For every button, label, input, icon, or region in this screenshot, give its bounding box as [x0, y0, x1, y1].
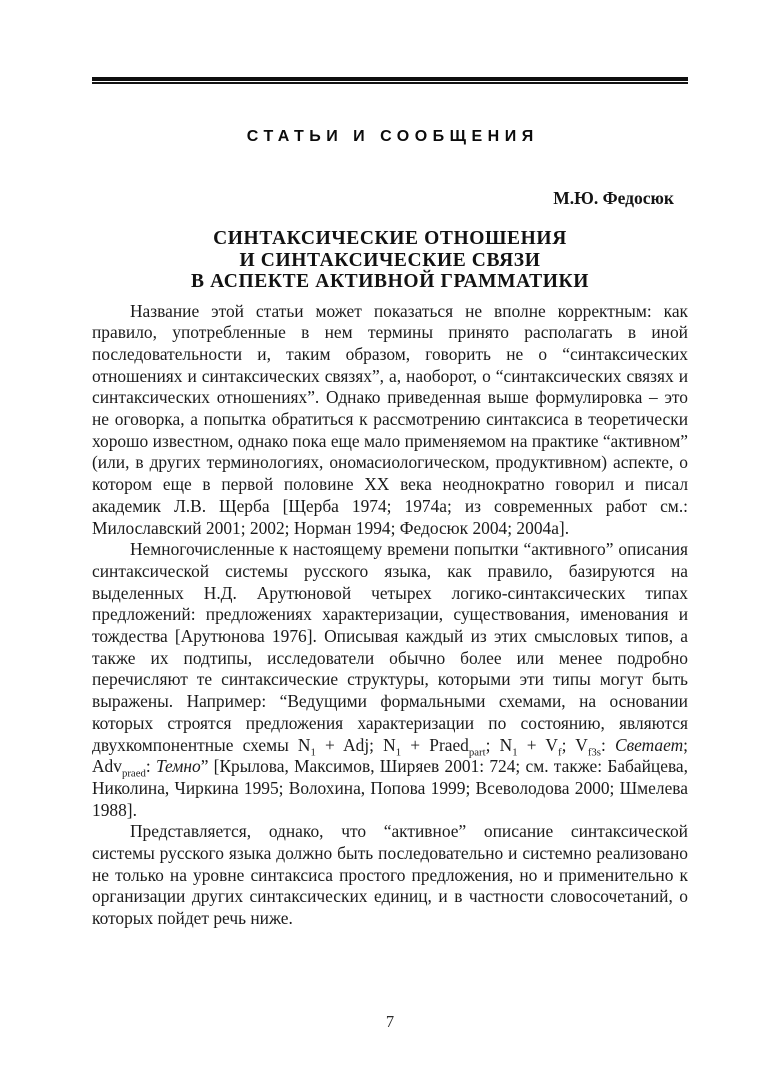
title-line-2: И СИНТАКСИЧЕСКИЕ СВЯЗИ	[239, 249, 541, 271]
article-body	[92, 301, 688, 930]
paragraph-1: Название этой статьи может показаться не вполне корректным: как правило, употребленные в нем термины принято располагать в иной последовательности и, таким образом, говорить не о “синтаксических отношениях и синтаксических связях”, а, наоборот, о “синтаксических связях и синтаксических отношениях”. Однако приведенная выше формулировка – это не оговорка, а попытка обратиться к рассмотрению синтаксиса в теоретически хорошо известном, однако пока еще мало применяемом на практике “активном” (или, в других терминологиях, ономасиологическом, продуктивном) аспекте, о котором еще в первой половине XX века неоднократно говорил и писал академик Л.В. Щерба [Щерба 1974; 1974а; из современных работ см.: Милославский 2001; 2002; Норман 1994; Федосюк 2004; 2004а].	[92, 300, 688, 538]
title-line-1: СИНТАКСИЧЕСКИЕ ОТНОШЕНИЯ	[213, 228, 567, 249]
paragraph-2: Немногочисленные к настоящему времени попытки “активного” описания синтаксической системы русского языка, как правило, базируются на выделенных Н.Д. Арутюновой четырех логико-синтаксических типах предложений: предложениях характеризации, существования, именования и тождества [Арутюнова 1976]. Описывая каждый из этих смысловых типов, а также их подтипы, исследователи обычно более или менее подробно перечисляют те синтаксические структуры, которыми эти типы могут быть выражены. Например: “Ведущими формальными схемами, на основании которых строятся предложения характеризации по состоянию, являются двухкомпонентные схемы $N_1$ + Adj; $N_1$ + Praed$_{part}$; $N_1 + V_f$; $V_{f3s}$: Светает; Adv$_{praed}$: Темно” [Крылова, Максимов, Ширяев 2001: 724; см. также: Бабайцева, Николина, Чиркина 1995; Волохина, Попова 1999; Всеволодова 2000; Шмелева 1988].	[92, 539, 688, 820]
header-rule-thin-line	[92, 82, 688, 84]
text-block	[92, 0, 688, 930]
title-line-3: В АСПЕКТЕ АКТИВНОЙ ГРАММАТИКИ	[190, 271, 590, 292]
section-header: СТАТЬИ И СООБЩЕНИЯ	[246, 128, 539, 145]
paragraph-3: Представляется, однако, что “активное” описание синтаксической системы русского языка должно быть последовательно и системно реализовано не только на уровне синтаксиса простого предложения, но и применительно к организации других синтаксических единиц, и в частности словосочетаний, о которых пойдет речь ниже.	[92, 821, 688, 929]
page-number: 7	[385, 1012, 395, 1031]
author-name: М.Ю. Федосюк	[553, 188, 674, 208]
header-rule	[92, 77, 688, 84]
article-title	[92, 228, 688, 293]
